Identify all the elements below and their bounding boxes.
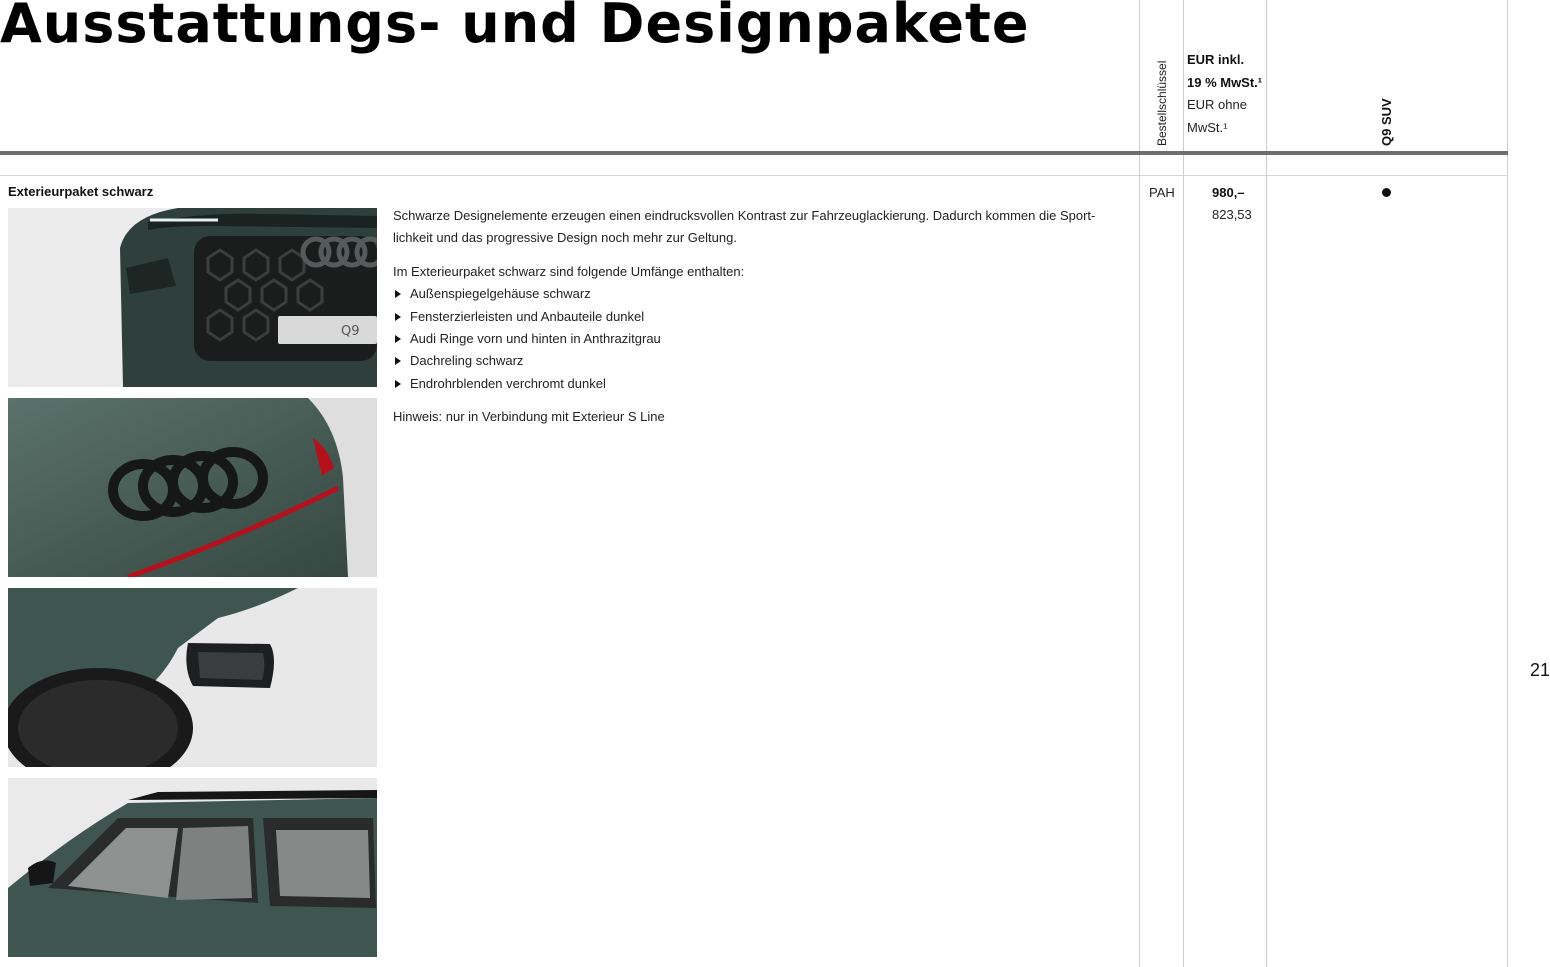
price-gross-label-line2: 19 % MwSt.¹	[1187, 74, 1263, 90]
page-title: Ausstattungs- und Designpakete	[0, 0, 1030, 55]
bullet-triangle-icon	[395, 290, 401, 298]
package-price-gross: 980,–	[1212, 185, 1245, 200]
column-divider-model	[1266, 0, 1267, 967]
column-divider-order-key	[1139, 0, 1140, 967]
price-gross-label-line1: EUR inkl.	[1187, 52, 1245, 67]
bullet-triangle-icon	[395, 357, 401, 365]
list-item: Außenspiegelgehäuse schwarz	[393, 283, 1133, 305]
photo-q9-badge: Q9	[341, 324, 360, 339]
column-divider-right	[1507, 0, 1508, 967]
model-header: Q9 SUV	[1379, 98, 1394, 146]
bullet-triangle-icon	[395, 380, 401, 388]
row-top-rule	[0, 175, 1508, 176]
header-rule	[0, 151, 1508, 155]
package-price-net: 823,53	[1212, 207, 1252, 222]
price-header	[1187, 49, 1262, 139]
package-note: Hinweis: nur in Verbindung mit Exterieur S Line	[393, 409, 665, 425]
package-order-code: PAH	[1149, 185, 1175, 200]
price-net-label-line1: EUR ohne	[1187, 97, 1247, 112]
bullet-triangle-icon	[395, 335, 401, 343]
exhaust-photo	[8, 588, 377, 767]
rear-rings-photo	[8, 398, 377, 577]
list-item: Audi Ringe vorn und hinten in Anthrazitgrau	[393, 328, 1133, 350]
list-item: Dachreling schwarz	[393, 350, 1133, 372]
order-key-header: Bestellschlüssel	[1155, 60, 1169, 146]
bullet-triangle-icon	[395, 313, 401, 321]
front-grille-photo	[8, 208, 377, 387]
page-number: 21	[1530, 660, 1550, 680]
column-divider-price	[1183, 0, 1184, 967]
package-description-block	[393, 205, 1133, 429]
list-item: Fensterzierleisten und Anbauteile dunkel	[393, 306, 1133, 328]
side-window-photo	[8, 778, 377, 957]
package-contents-intro: Im Exterieurpaket schwarz sind folgende Umfänge enthalten:	[393, 263, 745, 279]
package-description: Schwarze Designelemente erzeugen einen eindrucksvollen Kontrast zur Fahrzeuglackierung. Dadurch kommen die Sport-lichkeit und das progressive Design noch mehr zur Geltung.	[393, 208, 1096, 246]
list-item: Endrohrblenden verchromt dunkel	[393, 373, 1133, 395]
availability-dot-icon	[1382, 188, 1391, 197]
package-name: Exterieurpaket schwarz	[8, 184, 154, 199]
price-net-label-line2: MwSt.¹	[1187, 119, 1228, 135]
package-contents-list	[393, 283, 1133, 395]
